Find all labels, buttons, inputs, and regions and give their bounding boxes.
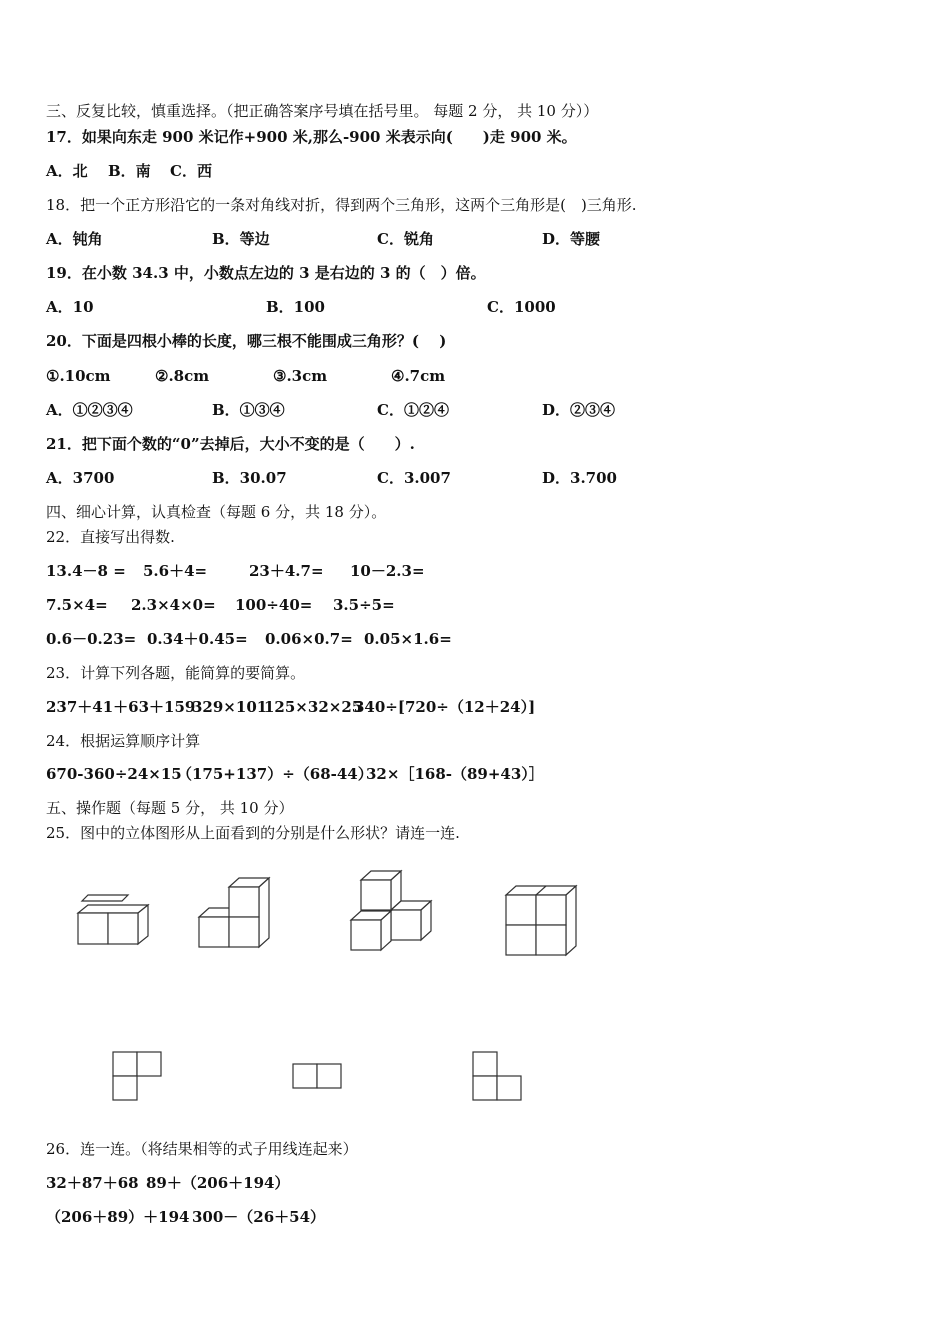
solid-figure-1 (70, 885, 160, 955)
q21-option-b: B．30.07 (212, 469, 287, 487)
q18-option-c: C．锐角 (377, 230, 434, 248)
q26-expression: 32＋87＋68 (46, 1174, 139, 1192)
q23-item: 329×101 (192, 698, 268, 716)
q22-row3-item: 0.06×0.7= (265, 630, 353, 648)
q18-option-d: D．等腰 (542, 230, 601, 248)
q21-stem: 21．把下面个数的“0”去掉后，大小不变的是（ ）. (46, 435, 415, 453)
q22-row2-item: 2.3×4×0= (131, 596, 216, 614)
q24-item: （175+137）÷（68-44） (177, 765, 373, 783)
q18-option-a: A．钝角 (46, 230, 103, 248)
q25-stem: 25．图中的立体图形从上面看到的分别是什么形状？请连一连. (46, 824, 460, 842)
top-view-1 (110, 1048, 170, 1108)
q17-option-b: B．南 (108, 162, 151, 180)
q18-option-b: B．等边 (212, 230, 270, 248)
q22-row3-item: 0.6－0.23= (46, 630, 137, 648)
q24-item: 670-360÷24×15 (46, 765, 182, 783)
q20-option-a: A．①②③④ (46, 401, 133, 419)
q20-stick-1: ①.10cm (46, 367, 111, 385)
q22-row3-item: 0.34＋0.45= (147, 630, 248, 648)
solid-figure-4 (500, 878, 590, 968)
q21-option-d: D．3.700 (542, 469, 617, 487)
q22-row1-item: 23＋4.7= (249, 562, 324, 580)
q22-row1-item: 13.4－8 = (46, 562, 126, 580)
q22-stem: 22．直接写出得数. (46, 528, 175, 546)
q22-row2-item: 3.5÷5= (333, 596, 395, 614)
solid-figure-3 (345, 862, 445, 962)
q22-row2-item: 7.5×4= (46, 596, 108, 614)
q20-stick-4: ④.7cm (391, 367, 446, 385)
q19-option-c: C．1000 (487, 298, 556, 316)
q20-stick-2: ②.8cm (155, 367, 210, 385)
q26-expression: 89＋（206＋194） (146, 1174, 290, 1192)
q21-option-c: C．3.007 (377, 469, 451, 487)
q21-option-a: A．3700 (46, 469, 115, 487)
q22-row1-item: 10－2.3= (350, 562, 425, 580)
q17-stem: 17．如果向东走 900 米记作+900 米,那么-900 米表示向( )走 900 米。 (46, 128, 577, 146)
q18-stem: 18．把一个正方形沿它的一条对角线对折，得到两个三角形，这两个三角形是( )三角形. (46, 196, 637, 214)
q22-row2-item: 100÷40= (235, 596, 313, 614)
q22-row1-item: 5.6＋4= (143, 562, 208, 580)
q19-option-a: A．10 (46, 298, 94, 316)
q20-option-d: D．②③④ (542, 401, 616, 419)
q26-expression: （206＋89）＋194 (46, 1208, 190, 1226)
q20-stem: 20．下面是四根小棒的长度，哪三根不能围成三角形？( ) (46, 332, 447, 350)
top-view-2 (290, 1060, 350, 1095)
q19-stem: 19．在小数 34.3 中，小数点左边的 3 是右边的 3 的（ ）倍。 (46, 264, 486, 282)
q24-stem: 24．根据运算顺序计算 (46, 732, 201, 750)
section4-heading: 四、细心计算，认真检查（每题 6 分，共 18 分）。 (46, 503, 387, 521)
q23-item: 340÷[720÷（12＋24）] (354, 698, 536, 716)
q23-item: 237＋41＋63＋159 (46, 698, 196, 716)
solid-figure-2 (193, 870, 283, 960)
q17-option-a: A．北 (46, 162, 88, 180)
q20-option-c: C．①②④ (377, 401, 449, 419)
q22-row3-item: 0.05×1.6= (364, 630, 452, 648)
top-view-3 (470, 1048, 530, 1108)
q23-item: 125×32×25 (264, 698, 363, 716)
q19-option-b: B．100 (266, 298, 325, 316)
q24-item: 32×［168-（89+43）］ (366, 765, 544, 783)
q20-stick-3: ③.3cm (273, 367, 328, 385)
q20-option-b: B．①③④ (212, 401, 285, 419)
q26-stem: 26．连一连。（将结果相等的式子用线连起来） (46, 1140, 358, 1158)
q26-expression: 300－（26＋54） (192, 1208, 326, 1226)
section3-heading: 三、反复比较，慎重选择。（把正确答案序号填在括号里。 每题 2 分， 共 10 分）） (46, 102, 599, 120)
q17-option-c: C．西 (170, 162, 212, 180)
section5-heading: 五、操作题（每题 5 分， 共 10 分） (46, 799, 294, 817)
q23-stem: 23．计算下列各题，能简算的要简算。 (46, 664, 306, 682)
